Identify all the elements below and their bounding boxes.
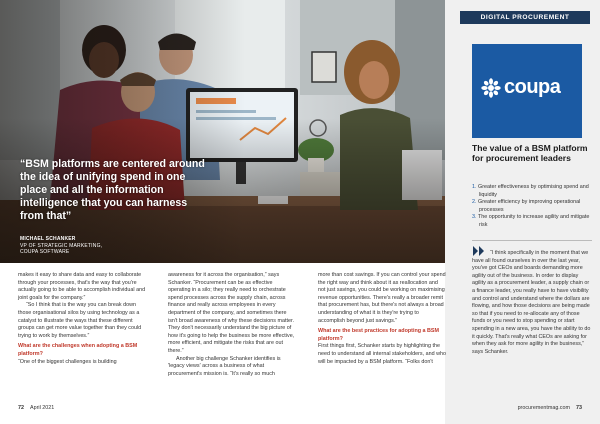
page-number-left: 72 xyxy=(18,405,24,411)
body-column-3 xyxy=(318,272,446,366)
quote-attribution xyxy=(20,236,102,256)
benefits-list xyxy=(472,184,596,230)
folio-left xyxy=(18,405,54,411)
body-column-2 xyxy=(168,272,296,378)
paragraph: “So I think that is the way you can break down those organisational silos by using technology as a catalyst to illustrate the ways that these different groups can get more value together than they could trying to work by themselves.” xyxy=(18,302,142,339)
paragraph: more than cost savings. If you can control your spend the right way and think about it as reallocation and not just savings, you could be working on maximising revenue opportunities. There's really a broader remit that procurement has, but there's not always a broad understanding of what it is they're trying to accomplish beyond just savings.” xyxy=(318,272,446,324)
subheading: What are the challenges when adopting a BSM platform? xyxy=(18,343,138,357)
list-text: Greater effectiveness by optimising spend and liquidity xyxy=(478,184,589,198)
list-number: 1. xyxy=(472,184,477,190)
paragraph: makes it easy to share data and easy to collaborate through your processes, that's the way that you're actually going to be able to accomplish individual and joint goals for the company.” xyxy=(18,272,146,301)
paragraph: First things first, Schanker starts by highlighting the need to understand all internal stakeholders, and who will be impacted by a BSM platform. “Folks don't xyxy=(318,343,446,365)
paragraph: awareness for it across the organisation,” says Schanker. “Procurement can be as effective operating in a silo; they really need to orchestrate spend processes across the supply chain, across finance and really across employees in every department of the company, and sometimes there isn't broad awareness of why these decisions matter. They don't necessarily understand the big picture of how it's going to help the business be more effective, more efficient, and mitigate the risks that are out there.” xyxy=(168,272,295,354)
list-text: The opportunity to increase agility and mitigate risk xyxy=(477,214,590,228)
coupa-logo xyxy=(472,44,582,138)
pull-quote: “BSM platforms are centered around the idea of unifying spend in one place and all the information intelligence that you can harness from that” xyxy=(20,158,205,222)
list-text: Greater efficiency by improving operational processes xyxy=(478,199,581,213)
section-tag: DIGITAL PROCUREMENT xyxy=(460,11,590,24)
attribution-company: COUPA SOFTWARE xyxy=(20,249,70,255)
divider xyxy=(472,240,592,241)
list-item xyxy=(472,214,596,229)
sidebar-quote: “I think specifically in the moment that we have all found ourselves in over the last year, you've got CEOs and boards demanding more agility out of the business. In order to display agility as a procurement leader, a supply chain or a finance leader, you really have to have visibility and control and understand where the dollars are flowing, and how those decisions are being made so that if you need to re-allocate any of those funds or you need to stop spending or start spending in a new area, you have the ability to do it quickly. That's really what CEOs are asking for when they ask for more agility in the business,” says Schanker. xyxy=(472,250,591,355)
attribution-name: MICHAEL SCHANKER xyxy=(20,236,76,242)
paragraph: Another big challenge Schanker identifies is 'legacy views' across a business of what procurement's mission is. “It's really so much xyxy=(168,355,281,377)
list-item xyxy=(472,184,596,199)
issue-date: April 2021 xyxy=(30,405,55,411)
office-scene-illustration xyxy=(0,0,445,263)
list-item xyxy=(472,199,596,214)
sidebar-title: The value of a BSM platform for procurement leaders xyxy=(472,143,588,163)
body-column-1 xyxy=(18,272,146,366)
page-number-right: 73 xyxy=(576,405,582,411)
coupa-swirl-icon xyxy=(481,78,501,98)
hero-photo xyxy=(0,0,445,263)
subheading: What are the best practices for adopting a BSM platform? xyxy=(318,328,440,342)
attribution-role: VP OF STRATEGIC MARKETING, xyxy=(20,242,103,249)
paragraph: “One of the biggest challenges is building xyxy=(18,358,117,365)
list-number: 3. xyxy=(472,214,477,221)
folio-right xyxy=(518,405,582,411)
list-number: 2. xyxy=(472,199,477,206)
website-link[interactable]: procurementmag.com xyxy=(517,405,570,411)
coupa-wordmark: coupa xyxy=(504,76,561,98)
